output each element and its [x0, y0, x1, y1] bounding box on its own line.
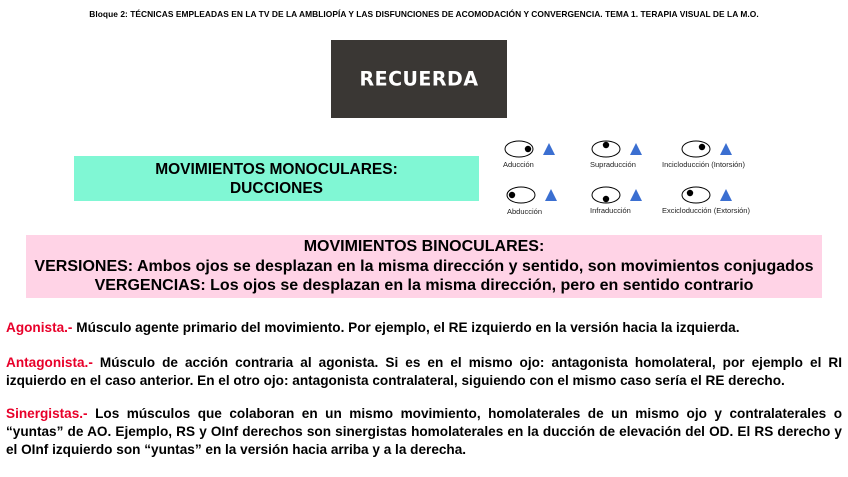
label-abduccion: Abducción — [507, 207, 543, 216]
label-incicloduccion: Incicloducción (Intorsión) — [662, 160, 745, 169]
label-infraduccion: Infraducción — [590, 206, 631, 215]
label-aduccion: Aducción — [503, 160, 534, 169]
definition-agonista — [6, 319, 842, 337]
vergencias-text: VERGENCIAS: Los ojos se desplazan en la misma dirección, pero en sentido contrario — [94, 277, 754, 294]
monoculares-title: MOVIMIENTOS MONOCULARES: — [155, 161, 398, 178]
duccion-incicloduccion — [662, 138, 745, 169]
label-excicloduccion: Excicloducción (Extorsión) — [662, 206, 750, 215]
recuerda-label: RECUERDA — [359, 67, 479, 91]
label-supraduccion: Supraducción — [590, 160, 636, 169]
monoculares-subtitle: DUCCIONES — [229, 180, 323, 197]
duccion-excicloduccion — [662, 184, 750, 215]
duccion-abduccion — [505, 184, 565, 216]
binoculares-box — [26, 235, 822, 298]
eye-excicloduccion-icon — [680, 184, 740, 206]
term-sinergistas: Sinergistas.- — [6, 406, 88, 421]
definition-sinergistas — [6, 405, 842, 459]
binoculares-title: MOVIMIENTOS BINOCULARES: — [303, 238, 545, 255]
eye-supraduccion-icon — [590, 138, 650, 160]
term-antagonista: Antagonista.- — [6, 355, 93, 370]
term-agonista: Agonista.- — [6, 320, 73, 335]
eye-incicloduccion-icon — [680, 138, 740, 160]
text-agonista: Músculo agente primario del movimiento. Por ejemplo, el RE izquierdo en la versión hacia la izquierda. — [72, 320, 740, 335]
duccion-supraduccion — [590, 138, 650, 169]
eye-aduccion-icon — [503, 138, 563, 160]
eye-abduccion-icon — [505, 184, 565, 206]
monoculares-box — [74, 156, 479, 201]
versiones-text: VERSIONES: Ambos ojos se desplazan en la misma dirección y sentido, son movimientos conjugados — [34, 257, 814, 275]
document-header: Bloque 2: TÉCNICAS EMPLEADAS EN LA TV DE LA AMBLIOPÍA Y LAS DISFUNCIONES DE ACOMODACIÓN Y CONVERGENCIA. TEMA 1. TERAPIA VISUAL DE LA M.O. — [89, 9, 759, 19]
definition-antagonista — [6, 354, 842, 390]
text-antagonista: Músculo de acción contraria al agonista. Si es en el mismo ojo: antagonista homolateral, por ejemplo el RI izquierdo en el caso anterior. En el otro ojo: antagonista contralateral, siguiendo con el mismo caso sería el RE derecho. — [6, 355, 842, 388]
duccion-infraduccion — [590, 184, 650, 215]
text-sinergistas: Los músculos que colaboran en un mismo movimiento, homolaterales de un mismo ojo y contralaterales o “yuntas” de AO. Ejemplo, RS y OInf derechos son sinergistas homolaterales en la ducción de elevación del OD. El RS derecho y el OInf izquierdo son “yuntas” en la versión hacia arriba y a la derecha. — [6, 406, 842, 457]
eye-infraduccion-icon — [590, 184, 650, 206]
duccion-aduccion — [503, 138, 563, 169]
recuerda-banner — [331, 40, 507, 118]
